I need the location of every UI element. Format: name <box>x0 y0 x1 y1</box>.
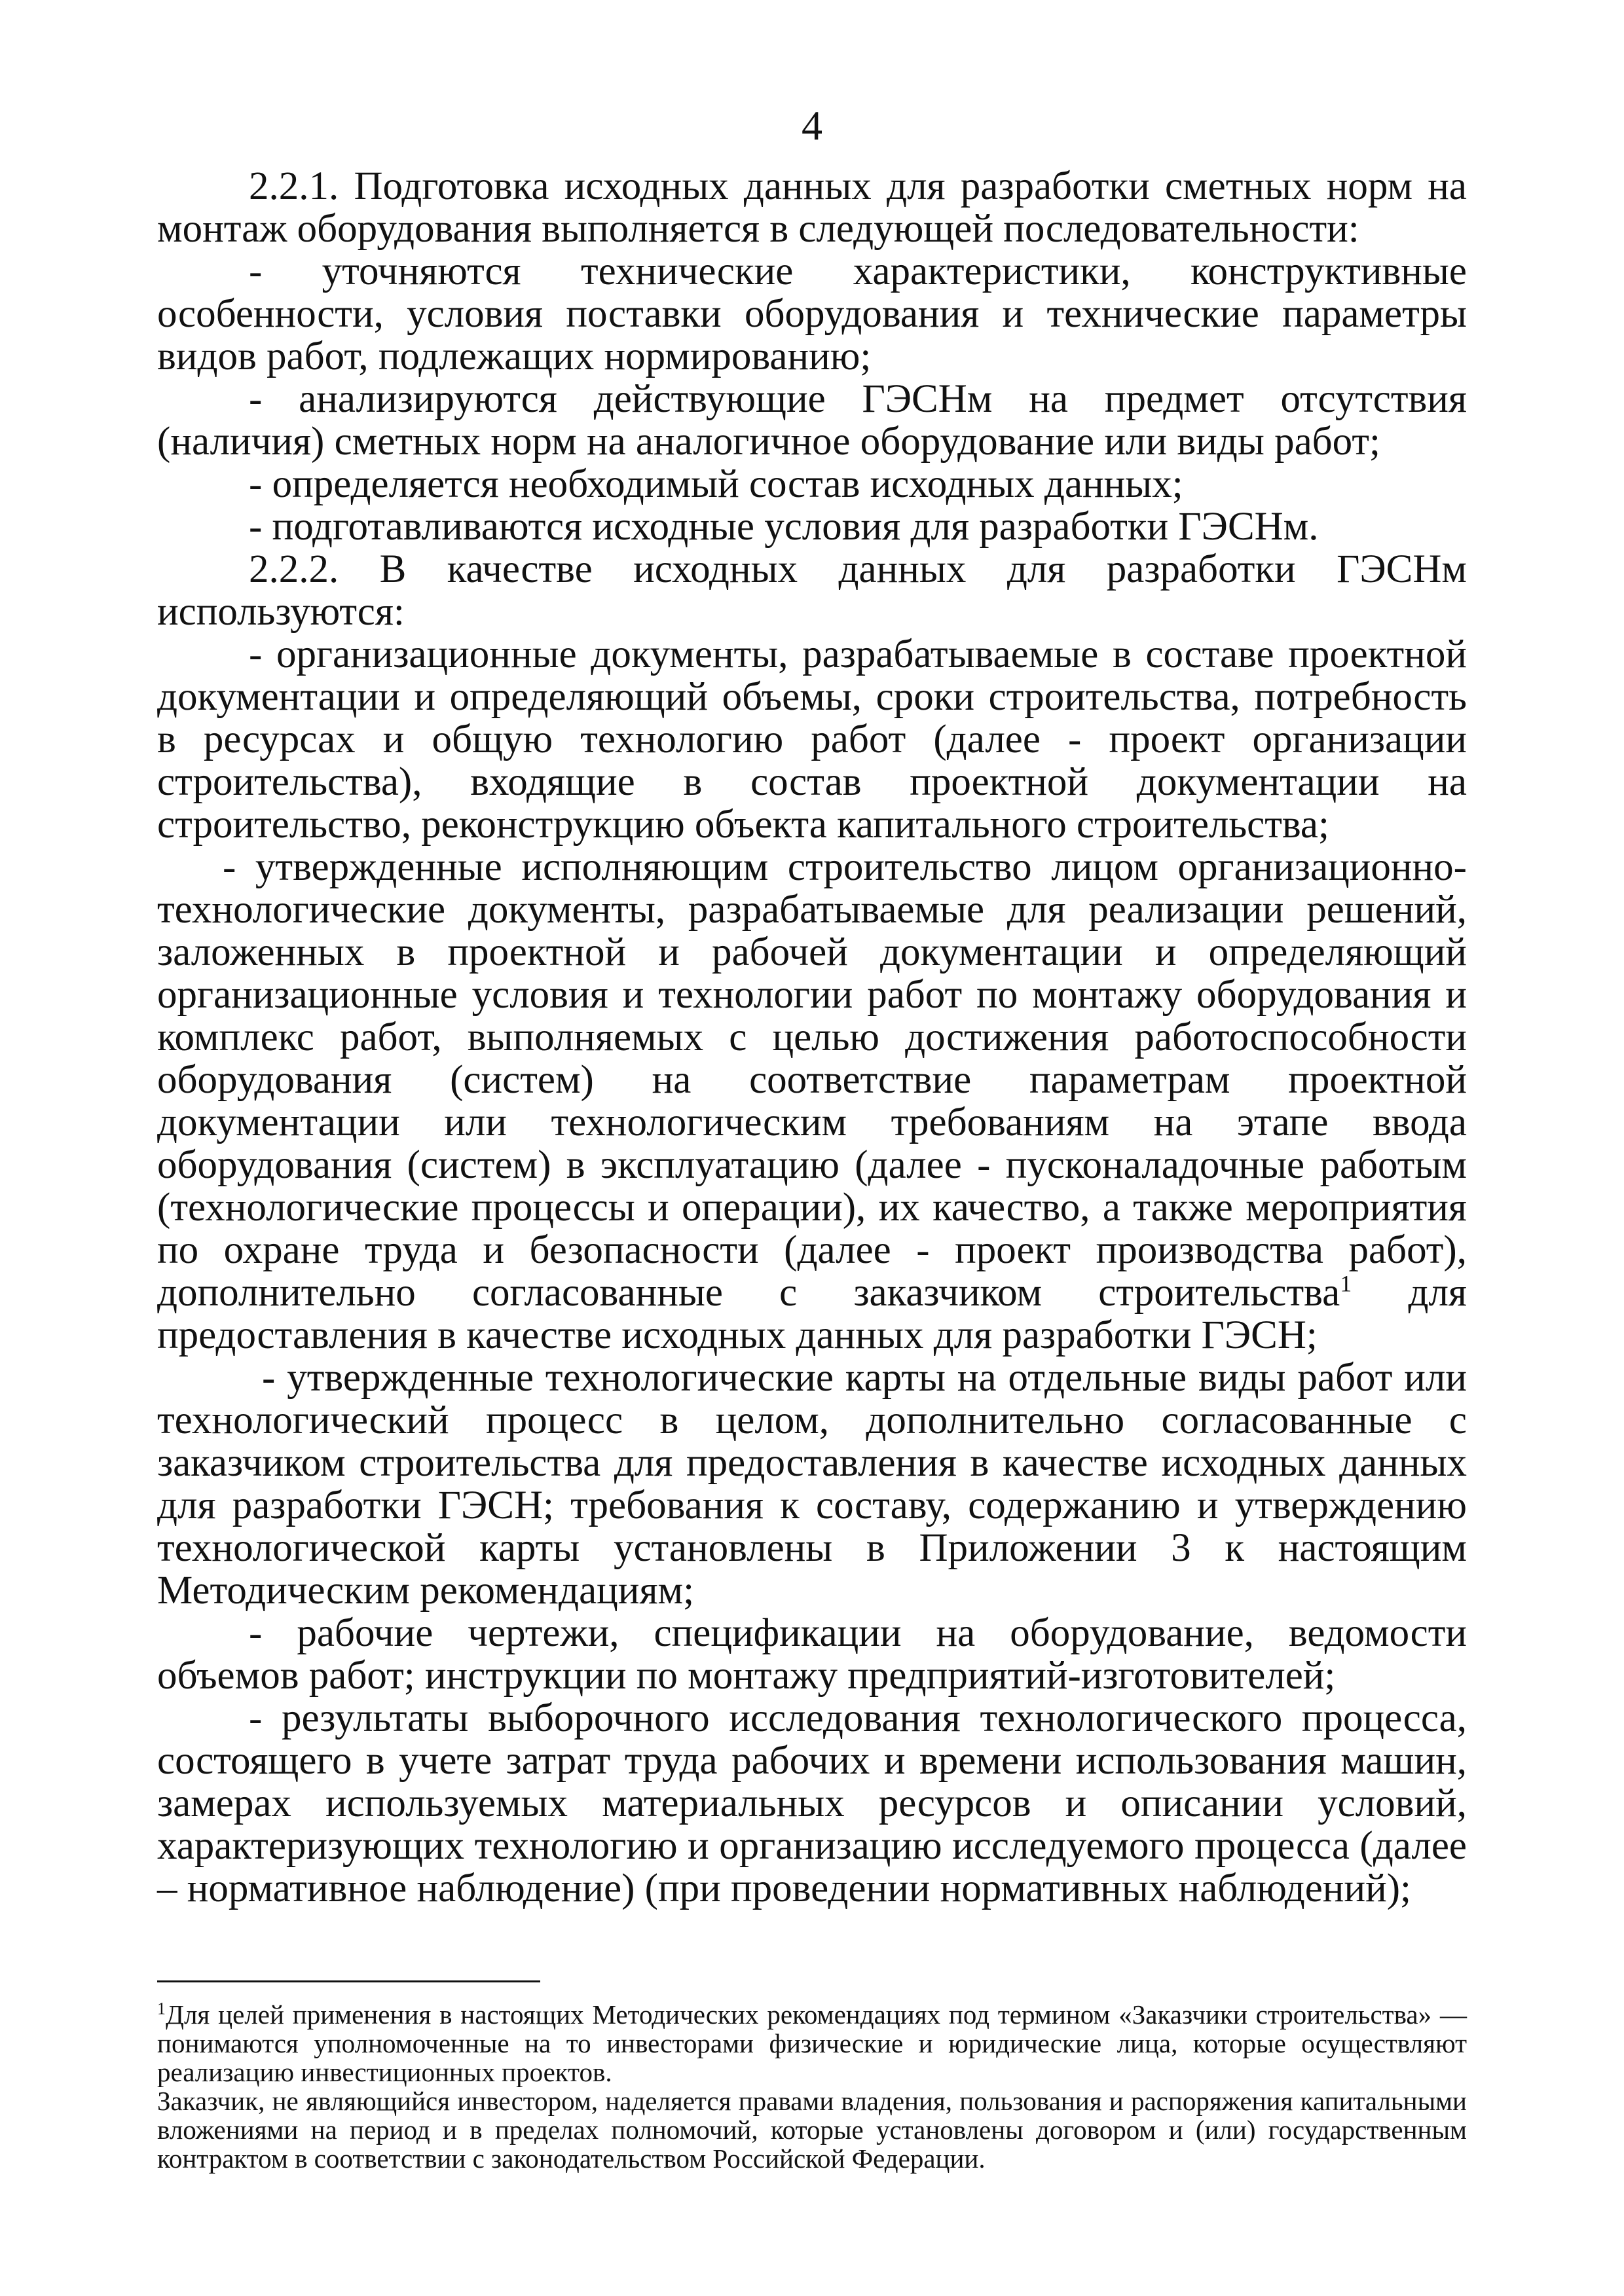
footnote-text: Для целей применения в настоящих Методических рекомендациях под термином «Заказчики строительства» — понимаются уполномоченные на то инвесторами физические и юридические лица, которые осуществляют реализацию инвестиционных проектов. <box>157 1999 1467 2087</box>
list-item: - определяется необходимый состав исходных данных; <box>249 462 1183 506</box>
page-number: 4 <box>802 102 822 149</box>
list-item-text: для предоставления в качестве исходных данных для разработки ГЭСН; <box>157 1271 1467 1357</box>
paragraph-2-2-1: 2.2.1. Подготовка исходных данных для разработки сметных норм на монтаж оборудования выполняется в следующей последовательности: <box>157 164 1467 251</box>
footnote-divider <box>157 1980 540 1982</box>
list-item: - утвержденные технологические карты на отдельные виды работ или технологический процесс в целом, дополнительно согласованные с заказчиком строительства для предоставления в качестве исходных данных для разработки ГЭСН; требования к составу, содержанию и утверждению технологической карты установлены в Приложении 3 к настоящим Методическим рекомендациям; <box>157 1356 1467 1613</box>
list-item: - результаты выборочного исследования технологического процесса, состоящего в учете затрат труда рабочих и времени использования машин, замерах используемых материальных ресурсов и описании условий, характеризующих технологию и организацию исследуемого процесса (далее – нормативное наблюдение) (при проведении нормативных наблюдений); <box>157 1696 1467 1910</box>
footnote-1-continued: Заказчик, не являющийся инвестором, наделяется правами владения, пользования и распоряжения капитальными вложениями на период и в пределах полномочий, которые установлены договором и (или) государственным контрактом в соответствии с законодательством Российской Федерации. <box>157 2086 1467 2174</box>
list-item: - подготавливаются исходные условия для разработки ГЭСНм. <box>249 505 1319 549</box>
list-item <box>157 846 1467 1357</box>
list-item-text: - утвержденные исполняющим строительство лицом организационно-технологические документы, разрабатываемые для реализации решений, заложенных в проектной и рабочей документации и определяющий организационные условия и технологии работ по монтажу оборудования и комплекс работ, выполняемых с целью достижения работоспособности оборудования (систем) на соответствие параметрам проектной документации или технологическим требованиям на этапе ввода оборудования (систем) в эксплуатацию (далее - пусконаладочные работым (технологические процессы и операции), их качество, а также мероприятия по охране труда и безопасности (далее - проект производства работ), дополнительно согласованные с заказчиком строительства <box>157 845 1467 1315</box>
footnotes <box>157 2000 1467 2173</box>
list-item: - рабочие чертежи, спецификации на оборудование, ведомости объемов работ; инструкции по монтажу предприятий-изготовителей; <box>157 1611 1467 1698</box>
list-item: - организационные документы, разрабатываемые в составе проектной документации и определяющий объемы, сроки строительства, потребность в ресурсах и общую технологию работ (далее - проект организации строительства), входящие в состав проектной документации на строительство, реконструкцию объекта капитального строительства; <box>157 632 1467 847</box>
body-text <box>157 165 1467 1910</box>
footnote-mark: 1 <box>157 1999 166 2018</box>
list-item: - уточняются технические характеристики, конструктивные особенности, условия поставки оборудования и технические параметры видов работ, подлежащих нормированию; <box>157 249 1467 378</box>
paragraph-2-2-2: 2.2.2. В качестве исходных данных для разработки ГЭСНм используются: <box>157 547 1467 634</box>
list-item: - анализируются действующие ГЭСНм на предмет отсутствия (наличия) сметных норм на аналогичное оборудование или виды работ; <box>157 377 1467 464</box>
footnote-1 <box>157 2000 1467 2086</box>
footnote-reference: 1 <box>1340 1270 1352 1297</box>
